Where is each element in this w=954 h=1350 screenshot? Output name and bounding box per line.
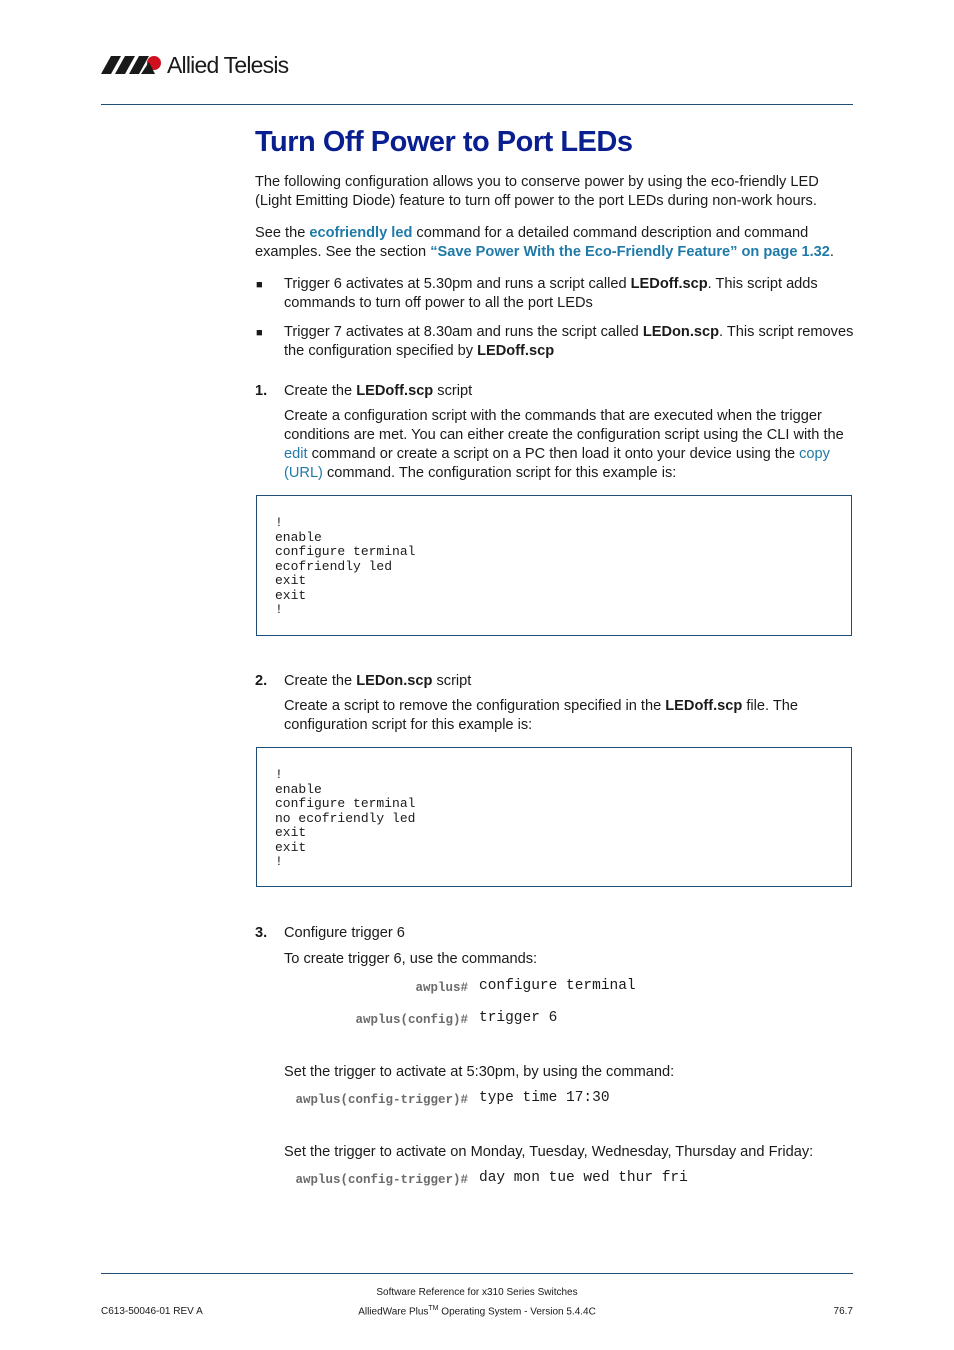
copy-url-command-link[interactable]: copy (URL) <box>284 446 830 481</box>
step-body: Set the trigger to activate on Monday, Tuesday, Wednesday, Thursday and Friday: <box>284 1144 814 1160</box>
cli-prompt: awplus(config-trigger)# <box>295 1173 468 1187</box>
allied-telesis-logo-icon <box>101 54 163 76</box>
code-line: configure terminal <box>275 796 416 811</box>
cli-command: configure terminal <box>479 978 636 994</box>
edit-command-link[interactable]: edit <box>284 446 308 462</box>
bullet-item: Trigger 6 activates at 5.30pm and runs a script called LEDoff.scp. This script adds commands to turn off power to all the port LEDs <box>284 276 818 311</box>
footer-title: Software Reference for x310 Series Switches <box>376 1287 578 1298</box>
code-line: configure terminal <box>275 544 416 559</box>
code-line: ! <box>275 515 283 530</box>
bullet-square-icon: ■ <box>256 327 263 339</box>
footer-os-version: AlliedWare Plus™ Operating System - Version 5.4.4C <box>358 1305 596 1318</box>
cli-prompt: awplus# <box>415 981 468 995</box>
footer-divider <box>101 1273 853 1274</box>
intro-paragraph: The following configuration allows you to conserve power by using the eco-friendly LED (Light Emitting Diode) feature to turn off power to the port LEDs during non-work hours. <box>255 174 819 209</box>
cli-command: trigger 6 <box>479 1010 558 1026</box>
code-block-ledoff <box>256 495 852 636</box>
cli-command: day mon tue wed thur fri <box>479 1170 688 1186</box>
code-line: ecofriendly led <box>275 558 393 574</box>
code-line: no ecofriendly led <box>275 810 416 826</box>
header-divider <box>101 104 853 105</box>
code-line: enable <box>275 781 322 797</box>
code-line: exit <box>275 573 307 588</box>
cli-prompt: awplus(config-trigger)# <box>295 1093 468 1107</box>
code-line: exit <box>275 587 307 603</box>
bullet-item: Trigger 7 activates at 8.30am and runs the script called LEDon.scp. This script removes the configuration specified by LEDoff.scp <box>284 324 854 359</box>
step-heading: Create the LEDon.scp script <box>284 673 472 689</box>
step-body: Create a script to remove the configuration specified in the LEDoff.scp file. The configuration script for this example is: <box>284 698 798 733</box>
ecofriendly-led-link[interactable]: ecofriendly led <box>309 225 413 241</box>
cli-prompt: awplus(config)# <box>355 1013 468 1027</box>
page-title: Turn Off Power to Port LEDs <box>255 126 633 158</box>
eco-friendly-section-link[interactable]: “Save Power With the Eco-Friendly Feature” on page 1.32 <box>430 244 830 260</box>
code-line: enable <box>275 529 322 545</box>
code-line: ! <box>275 602 283 617</box>
step-number: 3. <box>255 925 268 941</box>
step-number: 1. <box>255 383 268 399</box>
footer-page-number: 76.7 <box>833 1306 853 1317</box>
code-line: exit <box>275 825 307 840</box>
step-heading: Configure trigger 6 <box>284 925 405 941</box>
step-number: 2. <box>255 673 268 689</box>
step-body: To create trigger 6, use the commands: <box>284 951 538 967</box>
brand-name: Allied Telesis <box>167 51 289 78</box>
footer-doc-id: C613-50046-01 REV A <box>101 1306 203 1317</box>
code-line: ! <box>275 854 283 869</box>
code-line: exit <box>275 839 307 855</box>
see-paragraph: See the ecofriendly led command for a detailed command description and command examples. See the section “Save Power With the Eco-Friendly Feature” on page 1.32. <box>255 225 834 260</box>
code-line: ! <box>275 767 283 782</box>
code-block-ledon <box>256 747 852 887</box>
step-body: Set the trigger to activate at 5:30pm, by using the command: <box>284 1064 675 1080</box>
company-logo <box>101 52 288 78</box>
step-heading: Create the LEDoff.scp script <box>284 383 473 399</box>
step-body: Create a configuration script with the commands that are executed when the trigger conditions are met. You can either create the configuration script using the CLI with the edit command or create a script on a PC then load it onto your device using the copy (URL) command. The configuration script for this example is: <box>284 408 844 481</box>
cli-command: type time 17:30 <box>479 1090 610 1106</box>
bullet-square-icon: ■ <box>256 279 263 291</box>
